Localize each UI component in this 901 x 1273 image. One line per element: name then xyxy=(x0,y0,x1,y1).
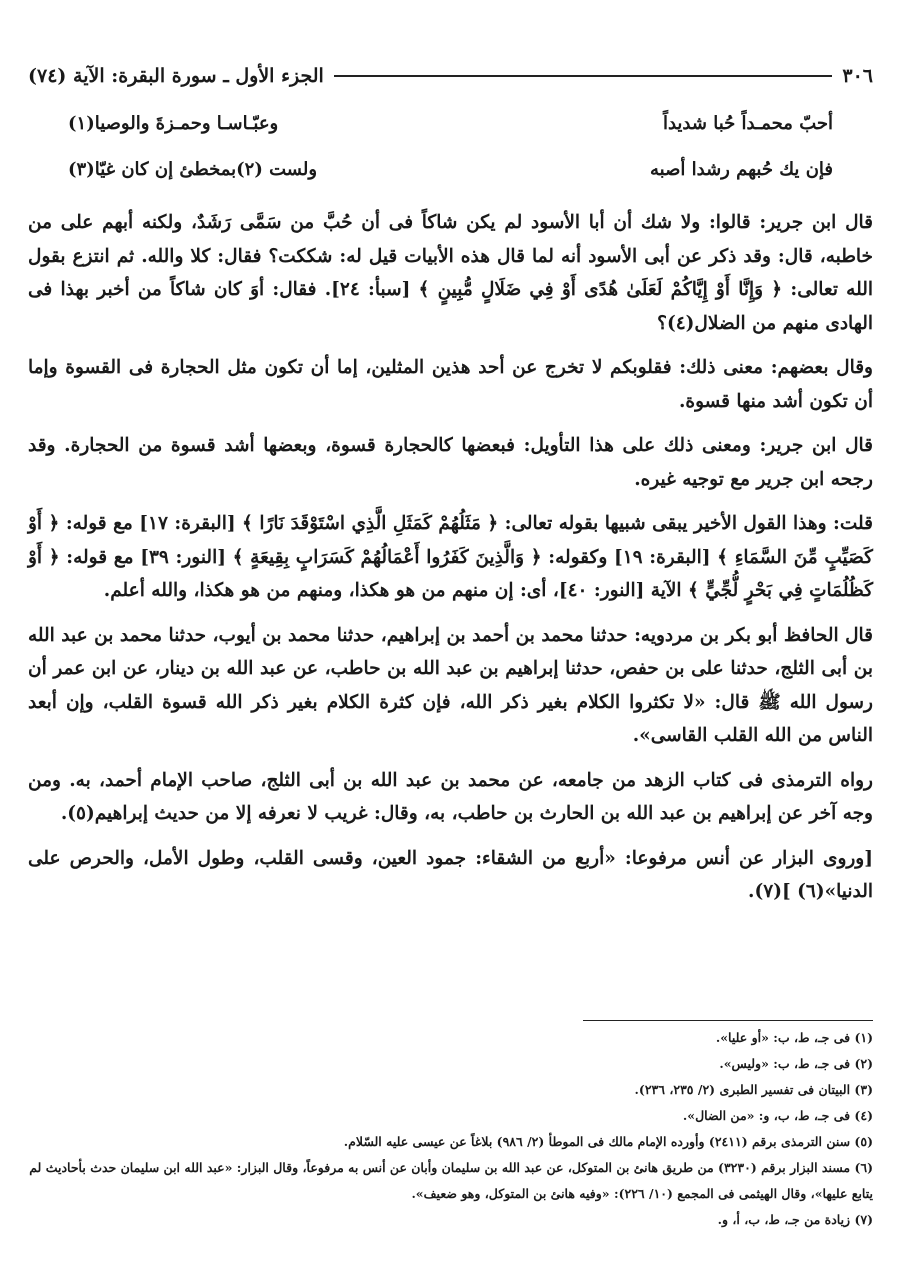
paragraph: قال ابن جرير: ومعنى ذلك على هذا التأويل: فبعضها كالحجارة قسوة، وبعضها أشد قسوة من الحجارة. وقد رجحه ابن جرير مع توجيه غيره. xyxy=(28,435,873,490)
page-title: الجزء الأول ـ سورة البقرة: الآية (٧٤) xyxy=(28,65,324,87)
footnote: (٤) فى جـ، ط، ب، و: «من الضال». xyxy=(682,1108,873,1123)
page-number: ٣٠٦ xyxy=(842,65,873,87)
paragraph: قال الحافظ أبو بكر بن مردويه: حدثنا محمد بن أحمد بن إبراهيم، حدثنا محمد بن أيوب، حدثنا محمد بن عبد الله بن أبى الثلج، حدثنا على بن حفص، حدثنا إبراهيم بن عبد الله بن حاطب، عن عبد الله بن دينار، عن ابن عمر أن رسول الله ﷺ قال: «لا تكثروا الكلام بغير ذكر الله، فإن كثرة الكلام بغير ذكر الله قسوة القلب، وإن أبعد الناس من الله القلب القاسى». xyxy=(28,624,873,746)
verse-line xyxy=(28,146,873,192)
header-rule xyxy=(334,75,833,77)
body-text xyxy=(28,206,873,909)
footnote: (٣) البيتان فى تفسير الطبرى (٢/ ٢٣٥، ٢٣٦). xyxy=(634,1082,873,1097)
footnote: (٧) زيادة من جـ، ط، ب، أ، و. xyxy=(717,1212,873,1227)
paragraph: قال ابن جرير: قالوا: ولا شك أن أبا الأسود لم يكن شاكاً فى أن حُبَّ من سَمَّى رَشَدٌ، ولكنه أبهم على من خاطبه، قال: وقد ذكر عن أبى الأسود أنه لما قال هذه الأبيات قيل له: شككت؟ فقال: كلا والله. ثم انتزع بقول الله تعالى: ﴿ وَإِنَّا أَوْ إِيَّاكُمْ لَعَلَىٰ هُدًى أَوْ فِي ضَلَالٍ مُّبِينٍ ﴾ [سبأ: ٢٤]. فقال: أوَ كان شاكاً من أخبر بهذا فى الهادى منهم من الضلال(٤)؟ xyxy=(28,212,874,334)
verse-first-half: فإن يك حُبهم رشدا أصبه xyxy=(650,158,833,180)
page-header xyxy=(28,58,873,94)
paragraph: رواه الترمذى فى كتاب الزهد من جامعه، عن محمد بن عبد الله بن أبى الثلج، صاحب الإمام أحمد، به. ومن وجه آخر عن إبراهيم بن عبد الله بن الحارث بن حاطب، به، وقال: غريب لا نعرفه إلا من حديث إبراهيم(٥). xyxy=(28,769,873,824)
verse-second-half: ولست (٢)بمخطئ إن كان غيّا(٣) xyxy=(68,158,318,180)
footnote: (٢) فى جـ، ط، ب: «وليس». xyxy=(719,1056,873,1071)
paragraph: قلت: وهذا القول الأخير يبقى شبيها بقوله تعالى: ﴿ مَثَلُهُمْ كَمَثَلِ الَّذِي اسْتَوْقَدَ نَارًا ﴾ [البقرة: ١٧] مع قوله: ﴿ أَوْ كَصَيِّبٍ مِّنَ السَّمَاءِ ﴾ [البقرة: ١٩] وكقوله: ﴿ وَالَّذِينَ كَفَرُوا أَعْمَالُهُمْ كَسَرَابٍ بِقِيعَةٍ ﴾ [النور: ٣٩] مع قوله: ﴿ أَوْ كَظُلُمَاتٍ فِي بَحْرٍ لُّجِّيٍّ ﴾ الآية [النور: ٤٠]، أى: إن منهم من هو هكذا، ومنهم من هو هكذا، والله أعلم. xyxy=(28,513,873,601)
footnote: (٥) سنن الترمذى برقم (٢٤١١) وأورده الإمام مالك فى الموطأ (٢/ ٩٨٦) بلاغاً عن عيسى عليه السّلام. xyxy=(343,1134,873,1149)
verse-first-half: أحبّ محمـداً حُبا شديداً xyxy=(662,112,833,134)
footnote: (١) فى جـ، ط، ب: «أو عليا». xyxy=(715,1030,873,1045)
verse-line xyxy=(28,100,873,146)
page xyxy=(28,58,873,920)
paragraph: [وروى البزار عن أنس مرفوعا: «أربع من الشقاء: جمود العين، وقسى القلب، وطول الأمل، والحرص على الدنيا»(٦) ](٧). xyxy=(28,847,873,902)
verse-second-half: وعبّـاسـا وحمـزةَ والوصيا(١) xyxy=(68,112,279,134)
footnote-rule xyxy=(583,1020,873,1021)
paragraph: وقال بعضهم: معنى ذلك: فقلوبكم لا تخرج عن أحد هذين المثلين، إما أن تكون مثل الحجارة فى القسوة وإما أن تكون أشد منها قسوة. xyxy=(28,357,873,412)
footnote: (٦) مسند البزار برقم (٣٢٣٠) من طريق هانئ بن المتوكل، عن عبد الله بن سليمان وأبان عن أنس به مرفوعاً، وقال البزار: «عبد الله ابن سليمان حدث بأحاديث لم يتابع عليها»، وقال الهيثمى فى المجمع (١٠/ ٢٢٦): «وفيه هانئ بن المتوكل، وهو ضعيف». xyxy=(29,1160,873,1201)
footnotes xyxy=(28,1020,873,1233)
poem-verses xyxy=(28,100,873,192)
